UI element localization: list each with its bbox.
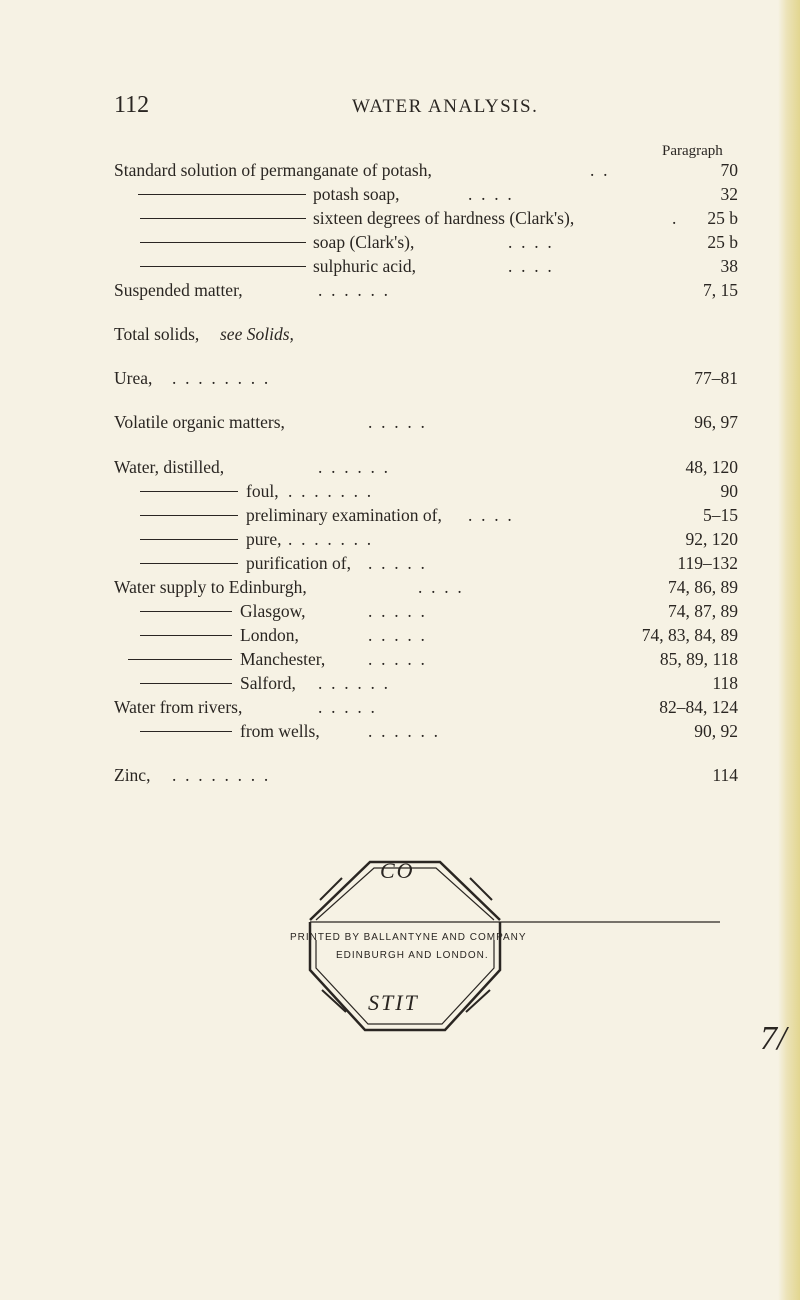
entry-text: Total solids, [114,324,200,344]
entry-text: Manchester, [240,649,326,669]
index-entry [0,158,738,182]
leader-dots: . . . . . . . . [172,765,269,785]
ditto-dash [140,266,306,267]
entry-ref: 74, 83, 84, 89 [641,625,738,645]
entry-text: sulphuric acid, [313,256,417,276]
entry-ref: 7, 15 [703,280,738,300]
leader-dots: . . . . [468,184,512,204]
leader-dots: . . . . . [368,412,425,432]
leader-dots: . . . . . . [368,721,438,741]
ditto-dash [140,515,238,516]
ditto-dash [140,731,232,732]
entry-text: Glasgow, [240,601,306,621]
entry-ref: 90 [720,481,738,501]
index-entry [0,719,738,743]
index-entry [0,695,738,719]
leader-dots: . . . . . . [318,673,388,693]
index-entry [0,599,738,623]
ditto-dash [140,635,232,636]
index-entry [0,503,738,527]
entry-ref: 25 b [707,232,738,252]
leader-dots: . . . . . [368,625,425,645]
entry-ref: 85, 89, 118 [659,649,738,669]
ditto-dash [138,194,306,195]
index-entry [0,278,738,302]
entry-text: foul, [246,481,279,501]
index-entry [0,647,738,671]
index-entry [0,206,738,230]
entry-ref: 48, 120 [685,457,738,477]
entry-ref: 5–15 [703,505,738,525]
page-header [0,92,800,122]
entry-ref: 38 [720,256,738,276]
leader-dots: . . . . . [368,649,425,669]
entry-text: preliminary examination of, [246,505,442,525]
entry-ref: 32 [720,184,738,204]
entry-text: Suspended matter, [114,280,243,300]
leader-dots: . . . . [468,505,512,525]
seal-top-text: CO [380,858,415,883]
index-entry [0,254,738,278]
leader-dots: . . . . . . . [288,529,372,549]
entry-text: Urea, [114,368,153,388]
entry-ref: 114 [712,765,738,785]
leader-dots: . . . . [418,577,462,597]
leader-dots: . . . . . . [318,457,388,477]
ditto-dash [140,563,238,564]
leader-dots: . . . . . . [318,280,388,300]
entry-text: Standard solution of permanganate of potash, [114,160,432,180]
index-entry [0,763,738,787]
entry-ref: 74, 87, 89 [668,601,738,621]
leader-dots: . . [590,160,608,180]
index-entry [0,322,738,346]
printer-colophon [270,840,720,1140]
leader-dots: . . . . . [368,601,425,621]
ditto-dash [140,242,306,243]
running-title: WATER ANALYSIS. [352,96,539,117]
colophon-line-2: EDINBURGH AND LONDON. [336,950,489,961]
entry-ref: 82–84, 124 [659,697,738,717]
entry-text: purification of, [246,553,351,573]
ditto-dash [140,218,306,219]
margin-handwriting: 7/ [760,1020,787,1057]
leader-dots: . . . . . . . [288,481,372,501]
entry-text: Water supply to Edinburgh, [114,577,307,597]
index-entry [0,527,738,551]
colophon-emblem [270,840,720,1140]
ditto-dash [140,611,232,612]
index-entry [0,230,738,254]
colophon-line-1: PRINTED BY BALLANTYNE AND COMPANY [290,932,527,943]
index-entry [0,575,738,599]
page-number: 112 [114,92,150,118]
entry-ref: 92, 120 [685,529,738,549]
entry-ref: 70 [720,160,738,180]
leader-dots: . . . . . [368,553,425,573]
index-entry [0,479,738,503]
index-entry [0,182,738,206]
entry-text: Water from rivers, [114,697,243,717]
index-entry [0,455,738,479]
entry-text: Zinc, [114,765,151,785]
index-entry [0,410,738,434]
entry-ref: 96, 97 [694,412,738,432]
entry-ref: 77–81 [694,368,738,388]
entry-ref: 119–132 [677,553,738,573]
entry-text: London, [240,625,299,645]
entry-text: Volatile organic matters, [114,412,285,432]
entry-ref: 25 b [707,208,738,228]
index-entry [0,551,738,575]
leader-dots: . [672,208,677,228]
entry-text: Water, distilled, [114,457,225,477]
leader-dots: . . . . . . . . [172,368,269,388]
entry-cross-reference: see Solids, [220,324,294,344]
ditto-dash [128,659,232,660]
page-edge [778,0,800,1300]
entry-text: soap (Clark's), [313,232,415,252]
entry-text: pure, [246,529,282,549]
leader-dots: . . . . . [318,697,375,717]
leader-dots: . . . . [508,232,552,252]
index-entry [0,671,738,695]
ditto-dash [140,683,232,684]
index-entry [0,366,738,390]
leader-dots: . . . . [508,256,552,276]
entry-ref: 90, 92 [694,721,738,741]
entry-text: potash soap, [313,184,400,204]
paragraph-column-heading: Paragraph [662,143,723,159]
entry-text: sixteen degrees of hardness (Clark's), [313,208,575,228]
index-entry [0,623,738,647]
entry-ref: 74, 86, 89 [668,577,738,597]
ditto-dash [140,539,238,540]
seal-bottom-text: STIT [368,990,419,1015]
entry-text: from wells, [240,721,320,741]
entry-text: Salford, [240,673,296,693]
ditto-dash [140,491,238,492]
entry-ref: 118 [712,673,738,693]
